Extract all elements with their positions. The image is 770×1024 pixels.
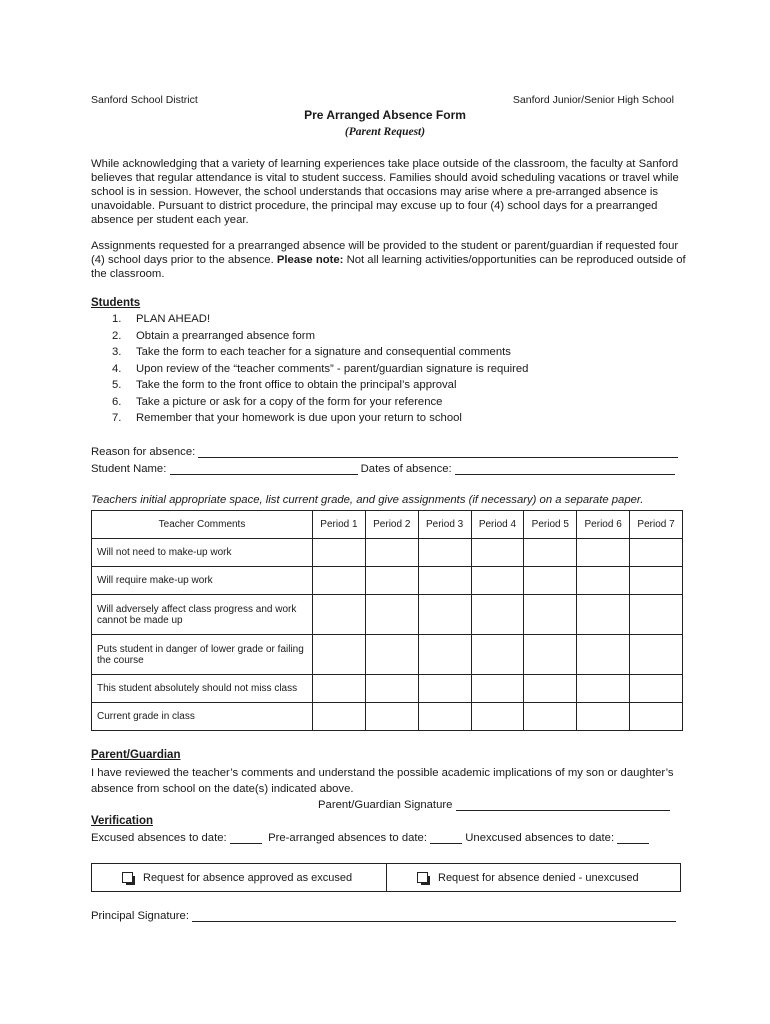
verification-heading: Verification [91,815,153,827]
period-cell[interactable] [630,635,683,675]
period-cell[interactable] [471,539,524,567]
reason-row [91,445,678,458]
parent-statement: I have reviewed the teacher’s comments and understand the possible academic implications of my son or daughter’s absence from school on the date(s) indicated above. [91,767,674,795]
row-label: Will not need to make-up work [92,539,313,567]
period-cell[interactable] [313,539,366,567]
period-cell[interactable] [365,595,418,635]
assignments-paragraph [91,239,691,281]
period-cell[interactable] [365,539,418,567]
period-cell[interactable] [524,539,577,567]
column-header: Period 4 [471,511,524,539]
approved-option[interactable] [92,864,386,891]
period-cell[interactable] [524,635,577,675]
assignments-text: Assignments requested for a prearranged absence will be provided to the student or parent/guardian if requested four (4) school days prior to the absence. [91,240,679,266]
decision-box [91,863,681,892]
parent-signature-row [318,798,670,811]
dates-field[interactable] [455,462,675,475]
parent-signature-label: Parent/Guardian Signature [318,799,453,811]
list-item: 7. Remember that your homework is due upon your return to school [112,412,462,424]
period-cell[interactable] [313,635,366,675]
approved-label: Request for absence approved as excused [143,871,353,884]
period-cell[interactable] [365,567,418,595]
column-header: Period 3 [418,511,471,539]
period-cell[interactable] [365,703,418,731]
column-header: Period 5 [524,511,577,539]
period-cell[interactable] [313,595,366,635]
row-label: This student absolutely should not miss class [92,675,313,703]
period-cell[interactable] [630,703,683,731]
dates-label: Dates of absence: [360,463,452,475]
reason-label: Reason for absence: [91,446,196,458]
list-item: 5. Take the form to the front office to obtain the principal’s approval [112,379,457,391]
period-cell[interactable] [471,703,524,731]
period-cell[interactable] [471,635,524,675]
assignments-note-text: Not all learning activities/opportunities can be reproduced outside of the classroom. [91,254,686,280]
period-cell[interactable] [471,675,524,703]
form-subtitle: (Parent Request) [344,126,426,138]
period-cell[interactable] [577,703,630,731]
denied-option[interactable] [386,864,680,891]
list-item: 1. PLAN AHEAD! [112,313,211,325]
column-header: Period 1 [313,511,366,539]
student-name-label: Student Name: [91,463,167,475]
teacher-comments-table [91,510,683,731]
row-label: Will require make-up work [92,567,313,595]
period-cell[interactable] [577,635,630,675]
please-note-label: Please note: [276,254,344,266]
students-steps-list [112,311,528,427]
table-row [92,539,683,567]
principal-signature-label: Principal Signature: [91,910,189,922]
period-cell[interactable] [418,703,471,731]
period-cell[interactable] [577,539,630,567]
table-header-row [92,511,683,539]
period-cell[interactable] [524,595,577,635]
unexcused-field[interactable] [617,831,649,844]
period-cell[interactable] [418,635,471,675]
period-cell[interactable] [524,703,577,731]
period-cell[interactable] [365,635,418,675]
denied-label: Request for absence denied - unexcused [438,871,639,884]
list-item: 2. Obtain a prearranged absence form [112,329,315,342]
column-header: Period 6 [577,511,630,539]
row-label: Puts student in danger of lower grade or failing the course [92,635,313,675]
period-cell[interactable] [630,567,683,595]
district-name: Sanford School District [91,94,198,106]
school-name: Sanford Junior/Senior High School [512,94,674,106]
teacher-instruction: Teachers initial appropriate space, list current grade, and give assignments (if necessary) on a separate paper. [91,494,644,506]
period-cell[interactable] [524,675,577,703]
verification-counts-row [91,831,649,844]
period-cell[interactable] [577,567,630,595]
period-cell[interactable] [577,595,630,635]
period-cell[interactable] [313,675,366,703]
period-cell[interactable] [313,567,366,595]
checkbox-icon[interactable] [122,872,133,883]
student-name-field[interactable] [170,462,358,475]
period-cell[interactable] [418,675,471,703]
principal-signature-row [91,909,676,922]
list-item: 3. Take the form to each teacher for a signature and consequential comments [112,346,511,358]
period-cell[interactable] [471,567,524,595]
principal-signature-field[interactable] [192,909,676,922]
period-cell[interactable] [418,539,471,567]
row-label: Will adversely affect class progress and work cannot be made up [92,595,313,635]
period-cell[interactable] [630,539,683,567]
intro-paragraph: While acknowledging that a variety of learning experiences take place outside of the classroom, the faculty at Sanford believes that regular attendance is vital to student success. Families should avoid scheduling vacations or travel while school is in session. However, the school understands that occasions may arise where a pre-arranged absence is unavoidable. Pursuant to district procedure, the principal may excuse up to four (4) school days for a prearranged absence per student each year. [91,158,679,226]
period-cell[interactable] [524,567,577,595]
parent-heading: Parent/Guardian [91,749,181,761]
list-item: 6. Take a picture or ask for a copy of the form for your reference [112,395,443,408]
period-cell[interactable] [365,675,418,703]
period-cell[interactable] [630,675,683,703]
period-cell[interactable] [313,703,366,731]
column-header: Period 2 [365,511,418,539]
row-label: Current grade in class [92,703,313,731]
prearranged-field[interactable] [430,831,462,844]
form-title: Pre Arranged Absence Form [304,108,466,122]
period-cell[interactable] [577,675,630,703]
student-dates-row [91,462,675,475]
excused-field[interactable] [230,831,262,844]
period-cell[interactable] [471,595,524,635]
table-row [92,635,683,675]
column-header: Period 7 [630,511,683,539]
table-row [92,703,683,731]
period-cell[interactable] [418,595,471,635]
prearranged-label: Pre-arranged absences to date: [268,832,427,844]
table-row [92,595,683,635]
unexcused-label: Unexcused absences to date: [465,832,615,844]
table-row [92,567,683,595]
checkbox-icon[interactable] [417,872,428,883]
period-cell[interactable] [630,595,683,635]
excused-label: Excused absences to date: [91,832,227,844]
table-row [92,675,683,703]
list-item: 4. Upon review of the “teacher comments” - parent/guardian signature is required [112,362,529,375]
column-header: Teacher Comments [92,511,313,539]
period-cell[interactable] [418,567,471,595]
students-heading: Students [91,297,141,309]
reason-field[interactable] [198,445,678,458]
parent-signature-field[interactable] [456,798,670,811]
